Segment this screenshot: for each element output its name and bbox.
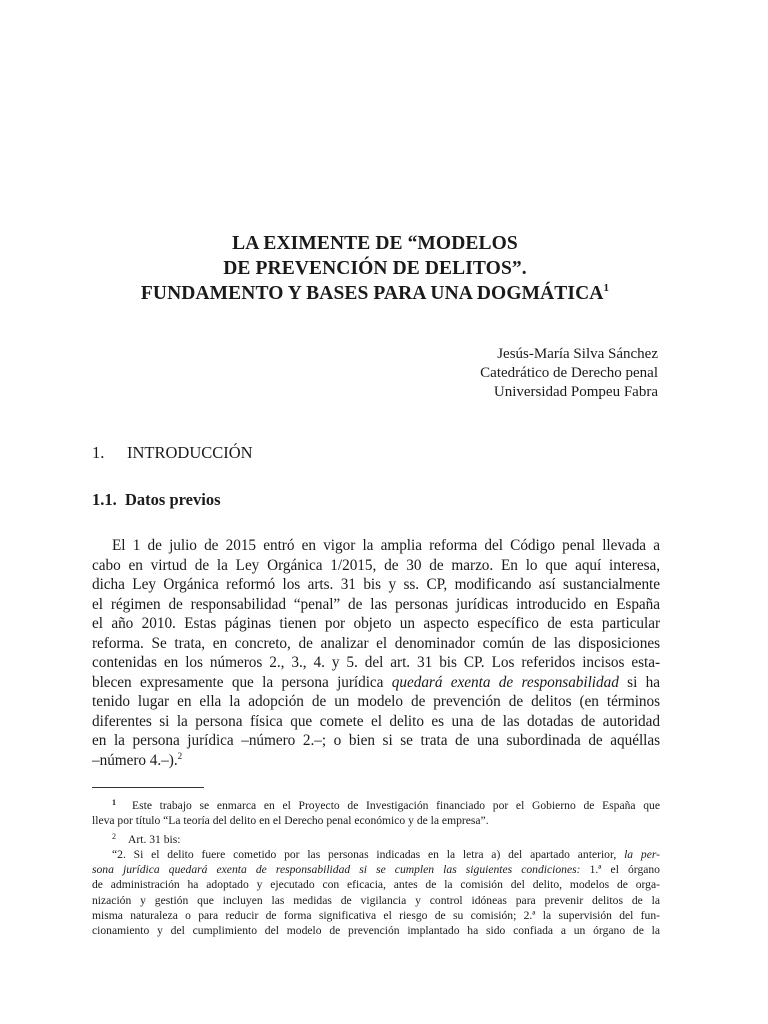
footnote-2-quote-line: cionamiento y del cumplimiento del modelo de prevención implantado ha sido confiada a un órgano de la: [92, 924, 660, 938]
footnote-1-line: lleva por título “La teoría del delito en el Derecho penal económico y de la empresa”.: [92, 814, 489, 828]
paragraph-line: diferentes si la persona física que comete el delito es una de las dotadas de autoridad: [92, 712, 660, 730]
paragraph-line: en la persona jurídica –número 2.–; o bien si se trata de una subordinada de aquéllas: [92, 732, 660, 749]
document-page: [90, 0, 660, 1024]
footnote-1-text: Este trabajo se enmarca en el Proyecto de Investigación financiado por el Gobierno de España que: [132, 799, 660, 812]
author-block: [480, 345, 658, 402]
footnote-2-quote-line: misma naturaleza o para reducir de forma significativa el riesgo de su comisión; 2.ª la supervisión del fun-: [92, 909, 660, 923]
footnote-ref-2: 2: [177, 750, 183, 761]
title-footnote-ref: 1: [603, 282, 610, 294]
footnote-separator: [92, 787, 204, 788]
title-line-3-text: FUNDAMENTO Y BASES PARA UNA DOGMÁTICA: [140, 283, 604, 304]
paragraph-last-text: –número 4.–).: [92, 751, 178, 769]
footnotes: [92, 795, 660, 939]
section-number: 1.: [92, 443, 105, 462]
footnote-1-line: [92, 795, 660, 813]
footnote-2-text: Art. 31 bis:: [128, 832, 181, 846]
fn2-q2-italic: sona jurídica quedará exenta de responsabilidad si se cumplen las siguientes condiciones:: [92, 863, 581, 877]
article-title: [90, 231, 660, 306]
paragraph-line: el régimen de responsabilidad “penal” de las personas jurídicas introducido en España: [92, 595, 660, 613]
paragraph-line: El 1 de julio de 2015 entró en vigor la amplia reforma del Código penal llevada a: [112, 537, 660, 554]
paragraph-line-8-pre: blecen expresamente que la persona jurídica: [92, 673, 392, 691]
fn2-q1-italic: la per-: [624, 847, 660, 861]
author-institution: Universidad Pompeu Fabra: [493, 384, 658, 400]
paragraph-line: cabo en virtud de la Ley Orgánica 1/2015, de 30 de marzo. En lo que aquí interesa,: [92, 556, 660, 574]
subsection-title: Datos previos: [125, 490, 221, 509]
body-paragraph: [92, 536, 660, 770]
section-heading: [92, 443, 253, 463]
paragraph-line: reforma. Se trata, en concreto, de analizar el denominador común de las disposiciones: [92, 634, 660, 652]
footnote-2-quote-line: nización y gestión que incluyen las medidas de vigilancia y control idóneas para prevenir delitos de la: [92, 893, 660, 907]
title-line-1: LA EXIMENTE DE “MODELOS: [232, 233, 518, 254]
footnote-2-line: [92, 829, 660, 847]
paragraph-line: contenidas en los números 2., 3., 4. y 5. del art. 31 bis CP. Los referidos incisos esta-: [92, 654, 660, 671]
footnote-2-mark: 2: [112, 831, 116, 841]
fn2-q2-post: 1.ª el órgano: [580, 863, 660, 877]
paragraph-line-8-italic: quedará exenta de responsabilidad: [391, 673, 619, 691]
paragraph-line-8-post: si ha: [618, 673, 660, 691]
paragraph-line: dicha Ley Orgánica reformó los arts. 31 bis y ss. CP, modificando así sustancialmente: [92, 576, 660, 593]
footnote-2-quote-line: de administración ha adoptado y ejecutado con eficacia, antes de la comisión del delito, modelos de orga-: [92, 878, 660, 892]
paragraph-line: tenido lugar en ella la adopción de un modelo de prevención de delitos (en términos: [92, 693, 660, 710]
author-position: Catedrático de Derecho penal: [480, 365, 658, 381]
paragraph-line: el año 2010. Estas páginas tienen por objeto un aspecto específico de esta particular: [92, 615, 660, 632]
footnote-1-mark: 1: [112, 798, 116, 807]
title-line-3: [90, 281, 660, 306]
fn2-q1-pre: “2. Si el delito fuere cometido por las personas indicadas en la letra a) del apartado anterior,: [112, 847, 625, 861]
subsection-number: 1.1.: [92, 490, 117, 509]
section-title: INTRODUCCIÓN: [127, 443, 253, 462]
subsection-heading: [92, 490, 221, 510]
author-name: Jesús-María Silva Sánchez: [497, 346, 658, 362]
footnote-2-quote-line: [92, 847, 660, 862]
footnote-2-quote-line: [92, 862, 660, 877]
paragraph-line: [92, 673, 660, 693]
title-line-2: DE PREVENCIÓN DE DELITOS”.: [223, 258, 527, 279]
paragraph-last-line: [92, 751, 660, 771]
